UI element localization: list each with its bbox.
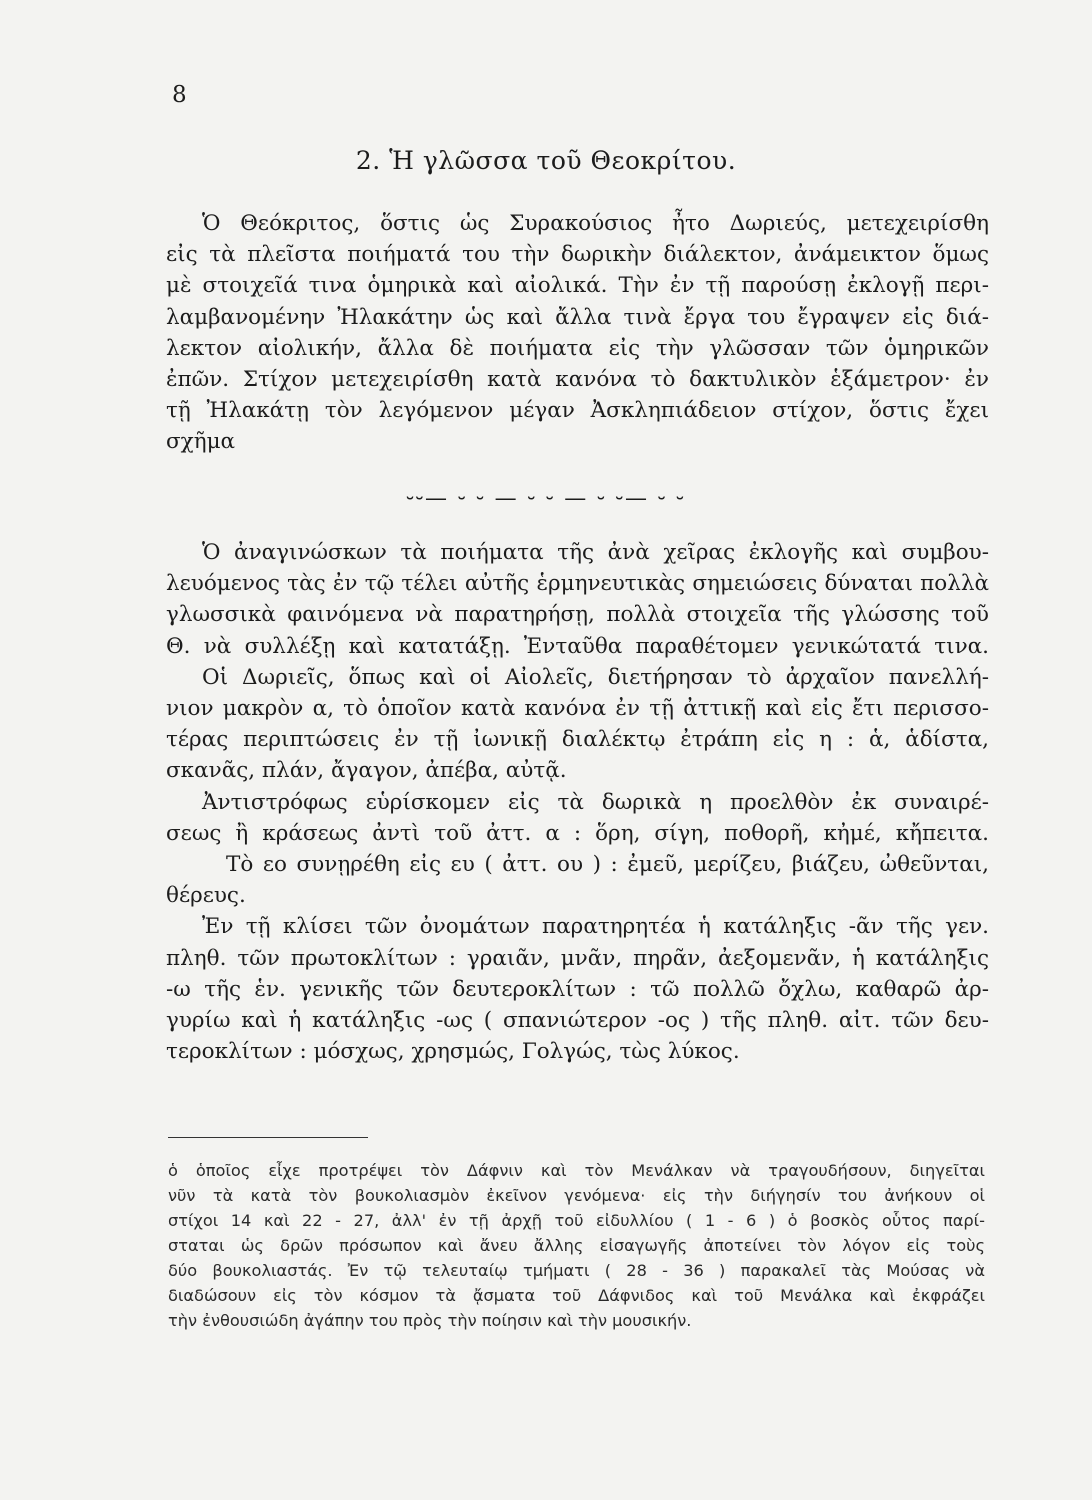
text-line: εἰς τὰ πλεῖστα ποιήματά του τὴν δωρικὴν διάλεκτον, ἀνάμεικτον ὅμως — [166, 242, 989, 268]
footnote-line: στίχοι 14 καὶ 22 - 27, ἀλλ' ἐν τῇ ἀρχῇ τοῦ εἰδυλλίου ( 1 - 6 ) ὁ βοσκὸς οὗτος παρί- — [168, 1211, 985, 1230]
text-line: λαμβανομένην Ἠλακάτην ὡς καὶ ἄλλα τινὰ ἔργα του ἔγραψεν εἰς διά- — [166, 304, 989, 330]
footnote-line: διαδώσουν εἰς τὸν κόσμον τὰ ᾄσματα τοῦ Δάφνιδος καὶ τοῦ Μενάλκα καὶ ἐκφράζει — [168, 1286, 985, 1305]
footnote-line: ὁ ὁποῖος εἶχε προτρέψει τὸν Δάφνιν καὶ τὸν Μενάλκαν νὰ τραγουδήσουν, διηγεῖται — [168, 1161, 985, 1180]
text-line: πληθ. τῶν πρωτοκλίτων : γραιᾶν, μνᾶν, πηρᾶν, ἀεξομενᾶν, ἡ κατάληξις — [166, 945, 989, 971]
text-line: τεροκλίτων : μόσχως, χρησμώς, Γολγώς, τὼς λύκος. — [166, 1039, 740, 1065]
paragraph-language-features — [166, 537, 989, 1067]
text-line: τῇ Ἠλακάτῃ τὸν λεγόμενον μέγαν Ἀσκληπιάδειον στίχον, ὅστις ἔχει — [166, 398, 989, 424]
text-line: σκανᾶς, πλάν, ἄγαγον, ἀπέβα, αὐτᾷ. — [166, 758, 567, 784]
metrical-scheme: ⏑⏑— ⏑ ⏑ — ⏑ ⏑ — ⏑ ⏑— ⏑ ⏑ — [406, 486, 686, 511]
text-line: γλωσσικὰ φαινόμενα νὰ παρατηρήσῃ, πολλὰ στοιχεῖα τῆς γλώσσης τοῦ — [166, 602, 989, 628]
text-line: Οἱ Δωριεῖς, ὅπως καὶ οἱ Αἰολεῖς, διετήρησαν τὸ ἀρχαῖον πανελλή- — [202, 664, 989, 690]
page-number: 8 — [172, 82, 187, 108]
text-line: Τὸ εο συνῃρέθη εἰς ευ ( ἀττ. ου ) : ἐμεῦ, μερίζευ, βιάζευ, ὠθεῦνται, — [226, 852, 989, 878]
text-line: τέρας περιπτώσεις ἐν τῇ ἰωνικῇ διαλέκτῳ ἐτράπη εἰς η : ἁ, ἁδίστα, — [166, 727, 989, 753]
paragraph-intro — [166, 208, 989, 458]
footnote-line: σταται ὡς δρῶν πρόσωπον καὶ ἄνευ ἄλλης εἰσαγωγῆς ἀποτείνει τὸν λόγον εἰς τοὺς — [168, 1236, 985, 1255]
text-line: Ἀντιστρόφως εὑρίσκομεν εἰς τὰ δωρικὰ η προελθὸν ἐκ συναιρέ- — [202, 789, 989, 815]
text-line: γυρίω καὶ ἡ κατάληξις -ως ( σπανιώτερον -ος ) τῆς πληθ. αἰτ. τῶν δευ- — [166, 1008, 989, 1034]
text-line: σχῆμα — [166, 429, 236, 455]
footnote-line: δύο βουκολιαστάς. Ἐν τῷ τελευταίῳ τμήματι ( 28 - 36 ) παρακαλεῖ τὰς Μούσας νὰ — [168, 1261, 985, 1280]
text-line: Ὁ ἀναγινώσκων τὰ ποιήματα τῆς ἀνὰ χεῖρας ἐκλογῆς καὶ συμβου- — [202, 540, 989, 565]
text-line: Θ. νὰ συλλέξῃ καὶ κατατάξῃ. Ἐνταῦθα παραθέτομεν γενικώτατά τινα. — [166, 633, 989, 659]
text-line: νιον μακρὸν α, τὸ ὁποῖον κατὰ κανόνα ἐν τῇ ἀττικῇ καὶ εἰς ἔτι περισσο- — [166, 696, 989, 722]
text-line: λευόμενος τὰς ἐν τῷ τέλει αὐτῆς ἑρμηνευτικὰς σημειώσεις δύναται πολλὰ — [166, 571, 989, 597]
text-line: λεκτον αἰολικήν, ἄλλα δὲ ποιήματα εἰς τὴν γλῶσσαν τῶν ὁμηρικῶν — [166, 335, 989, 361]
text-line: μὲ στοιχεῖά τινα ὁμηρικὰ καὶ αἰολικά. Τὴν ἐν τῇ παρούσῃ ἐκλογῇ περι- — [166, 273, 989, 299]
text-line: θέρευς. — [166, 883, 246, 909]
footnote-line: τὴν ἐνθουσιώδη ἀγάπην του πρὸς τὴν ποίησιν καὶ τὴν μουσικήν. — [168, 1311, 692, 1330]
text-line: -ω τῆς ἑν. γενικῆς τῶν δευτεροκλίτων : τῶ πολλῶ ὄχλω, καθαρῶ ἀρ- — [166, 976, 989, 1002]
footnote-divider — [168, 1137, 368, 1138]
text-line: Ὁ Θεόκριτος, ὅστις ὡς Συρακούσιος ἦτο Δωριεύς, μετεχειρίσθη — [202, 211, 989, 236]
footnote — [168, 1158, 985, 1333]
section-heading: 2. Ἡ γλῶσσα τοῦ Θεοκρίτου. — [355, 146, 737, 175]
text-line: Ἐν τῇ κλίσει τῶν ὀνομάτων παρατηρητέα ἡ κατάληξις -ᾶν τῆς γεν. — [202, 914, 989, 940]
text-line: σεως ἢ κράσεως ἀντὶ τοῦ ἀττ. α : ὅρη, σίγη, ποθορῆ, κἠμέ, κἤπειτα. — [166, 820, 989, 846]
text-line: ἐπῶν. Στίχον μετεχειρίσθη κατὰ κανόνα τὸ δακτυλικὸν ἑξάμετρον· ἐν — [166, 367, 989, 393]
footnote-line: νῦν τὰ κατὰ τὸν βουκολιασμὸν ἐκεῖνον γενόμενα· εἰς τὴν διήγησίν του ἀνήκουν οἱ — [168, 1186, 985, 1205]
